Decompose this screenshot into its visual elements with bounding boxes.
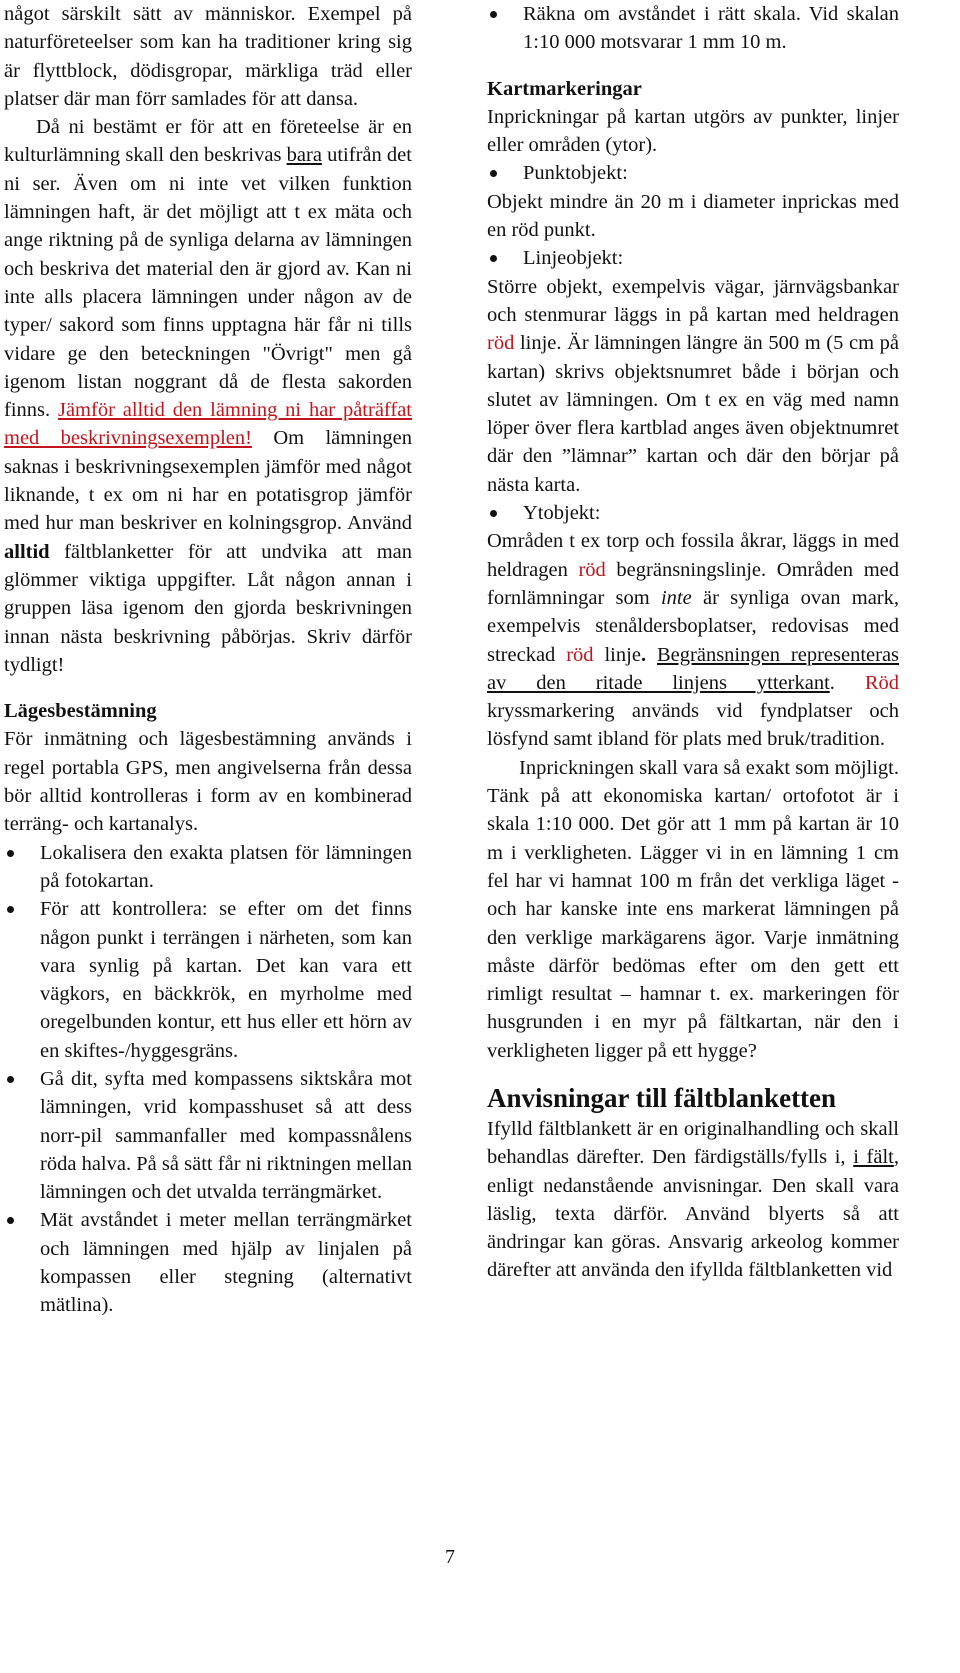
bullet-list	[487, 499, 899, 527]
bullet-list	[487, 244, 899, 272]
paragraph	[4, 113, 412, 679]
text: begränsningslinje. Områden med fornlämningar som	[487, 558, 899, 609]
paragraph: För inmätning och lägesbestämning används i regel portabla GPS, men angivelserna från dessa bör alltid kontrolleras i form av en kombinerad terräng- och kartanalys.	[4, 728, 412, 836]
bullet-icon	[490, 11, 497, 18]
bullet-list	[487, 0, 899, 57]
list-item	[487, 159, 899, 187]
paragraph: något särskilt sätt av människor. Exempel på naturföreteelser som kan ha traditioner kring sig är flyttblock, dödisgropar, märkliga träd eller platser där man förr samlades för att dansa.	[4, 3, 412, 110]
bullet-list	[4, 839, 412, 1320]
list-item	[4, 895, 412, 1065]
list-item-text: Gå dit, syfta med kompassens siktskåra mot lämningen, vrid kompasshuset så att dess norr-pil sammanfaller med kompassnålens röda halva. På så sätt får ni riktningen mellan lämningen och det utvalda terrängmärket.	[40, 1067, 412, 1204]
text: Om lämningen saknas i beskrivningsexemplen jämför med något liknande, t ex om ni har en potatisgrop jämför med hur man beskriver en kolningsgrop. Använd	[4, 427, 412, 535]
paragraph	[487, 273, 899, 499]
section-heading: Lägesbestämning	[4, 700, 157, 723]
list-item-text: Lokalisera den exakta platsen för lämningen på fotokartan.	[40, 841, 412, 892]
list-item-text: Mät avståndet i meter mellan terrängmärket och lämningen med hjälp av linjalen på kompassen eller stegning (alternativt mätlina).	[40, 1209, 412, 1317]
paragraph: Objekt mindre än 20 m i diameter inprickas med en röd punkt.	[487, 190, 899, 242]
section-heading: Anvisningar till fältblanketten	[487, 1082, 837, 1113]
bullet-icon	[7, 906, 14, 913]
highlighted-text: röd	[487, 332, 515, 355]
list-item-text: Räkna om avståndet i rätt skala. Vid skalan 1:10 000 motsvarar 1 mm 10 m.	[523, 3, 899, 54]
list-item-text: Punktobjekt:	[523, 162, 628, 185]
section-heading: Kartmarkeringar	[487, 77, 642, 100]
text: linje	[593, 643, 641, 666]
list-item	[4, 839, 412, 896]
text: Då ni bestämt er för att en företeelse är en kulturlämning skall den beskrivas	[4, 116, 412, 167]
list-item-text: Ytobjekt:	[523, 502, 601, 525]
bullet-icon	[7, 850, 14, 857]
list-item-text: Linjeobjekt:	[523, 247, 624, 270]
highlighted-text: röd	[578, 558, 606, 581]
underlined-text: bara	[286, 144, 322, 167]
list-item	[4, 1065, 412, 1206]
text: utifrån det ni ser. Även om ni inte vet vilken funktion lämningen haft, är det möjligt att t ex mäta och ange riktning på de synliga delarna av lämningen och beskriva det material den är gjord av. Kan ni inte alls placera lämningen under någon av de typer/ sakord som finns upptagna här får ni tills vidare ge den beteckningen "Övrigt" men gå igenom listan noggrant då de flesta sakorden finns.	[4, 144, 412, 422]
bullet-icon	[490, 255, 497, 262]
text: fältblanketter för att undvika att man glömmer viktiga uppgifter. Låt någon annan i gruppen läsa igenom den gjorda beskrivningen innan nästa beskrivning påbörjas. Skriv därför tydligt!	[4, 540, 412, 676]
page-number: 7	[445, 1546, 455, 1568]
underlined-text: Begränsningen representeras av den ritade linjens ytterkant	[487, 643, 900, 694]
text: , enligt nedanstående anvisningar. Den skall vara läslig, texta därför. Använd blyerts så att ändringar kan göras. Ansvarig arkeolog kommer därefter att använda den ifyllda fältblanketten vid	[487, 1146, 900, 1282]
paragraph	[487, 527, 899, 753]
highlighted-text: röd	[566, 643, 594, 666]
bullet-icon	[7, 1217, 14, 1224]
text: .	[640, 643, 647, 666]
bold-text: alltid	[4, 540, 50, 563]
text: .	[829, 671, 865, 694]
bullet-list	[487, 159, 899, 187]
list-item	[487, 244, 899, 272]
bullet-icon	[7, 1076, 14, 1083]
right-column	[487, 0, 899, 1285]
paragraph: Inprickningar på kartan utgörs av punkter, linjer eller områden (ytor).	[487, 105, 899, 157]
list-item	[487, 499, 899, 527]
underlined-text: i fält	[853, 1146, 894, 1169]
bullet-icon	[490, 510, 497, 517]
italic-text: inte	[660, 586, 692, 609]
text: är synliga ovan mark, exempelvis stenåldersboplatser, redovisas med streckad	[487, 586, 899, 666]
highlighted-text: har påträffat med beskrivningsexemplen!	[4, 399, 412, 450]
list-item	[487, 0, 899, 57]
text: Områden t ex torp och fossila åkrar, läggs in med heldragen	[487, 530, 899, 581]
list-item-text: För att kontrollera: se efter om det finns någon punkt i terrängen i närheten, som kan vara synlig på kartan. Det kan vara ett vägkors, en bäckkrök, en myrholme med oregelbunden kontur, ett hus eller ett hörn av en skiftes-/hyggesgräns.	[40, 898, 412, 1062]
bullet-icon	[490, 170, 497, 177]
list-item	[4, 1206, 412, 1319]
text: Ifylld fältblankett är en originalhandling och skall behandlas därefter. Den färdigställs/fylls i,	[487, 1117, 899, 1169]
text: linje. Är lämningen längre än 500 m (5 cm på kartan) skrivs objektsnumret både i början och slutet av lämningen. Om t ex en väg med namn löper över flera kartblad anges även objektnumret där den ”lämnar” kartan och där den börjar på nästa karta.	[487, 332, 899, 496]
text: Större objekt, exempelvis vägar, järnvägsbankar och stenmurar läggs in på kartan med heldragen	[487, 275, 899, 326]
highlighted-text: Röd	[864, 671, 900, 694]
paragraph	[487, 1115, 899, 1285]
paragraph: Inprickningen skall vara så exakt som möjligt. Tänk på att ekonomiska kartan/ ortofotot är i skala 1:10 000. Det gör att 1 mm på kartan är 10 m i verkligheten. Lägger vi in en lämning 1 cm fel har vi hamnat 100 m från det verkliga läget - och har kanske inte ens markerat lämningen på den verklige markägarens ägor. Varje inmätning måste därför bedömas efter om den gett ett rimligt resultat – hamnar t. ex. markeringen för husgrunden i en myr på fältkartan, när den i verkligheten ligger på ett hygge?	[487, 756, 899, 1062]
highlighted-text: Jämför alltid den lämning ni	[57, 399, 309, 422]
left-column	[4, 0, 412, 1320]
text: kryssmarkering används vid fyndplatser och lösfynd samt ibland för plats med bruk/tradition.	[487, 700, 899, 751]
